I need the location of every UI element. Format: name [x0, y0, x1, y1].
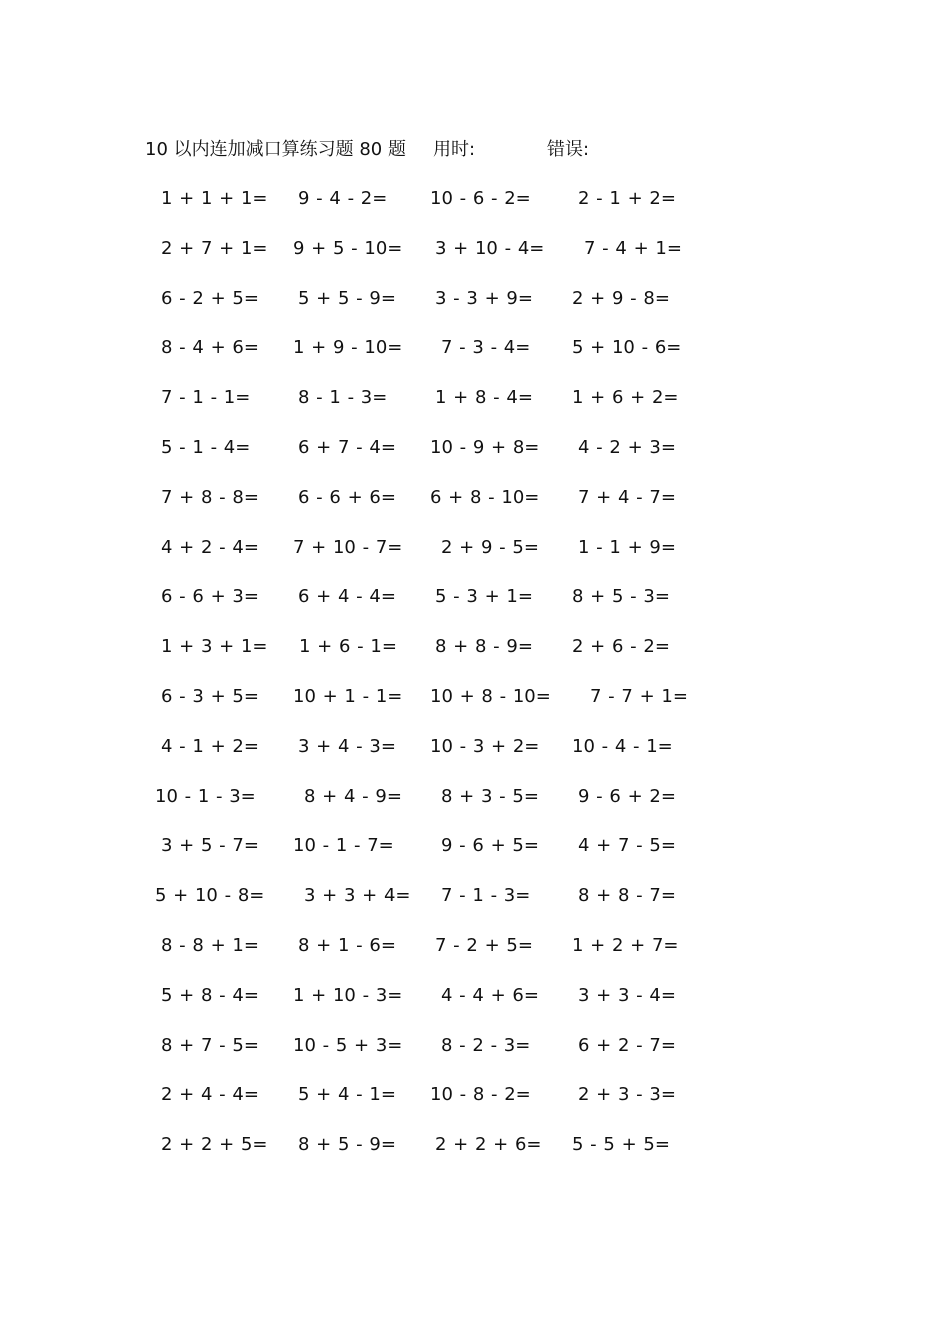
problem-row	[0, 234, 950, 284]
arithmetic-problem: 8 + 1 - 6=	[298, 934, 396, 956]
problem-row	[0, 433, 950, 483]
arithmetic-problem: 2 + 9 - 5=	[441, 536, 539, 558]
arithmetic-problem: 5 + 8 - 4=	[161, 984, 259, 1006]
problem-row	[0, 184, 950, 234]
arithmetic-problem: 8 + 4 - 9=	[304, 785, 402, 807]
arithmetic-problem: 7 + 10 - 7=	[293, 536, 403, 558]
problem-row	[0, 881, 950, 931]
problem-row	[0, 831, 950, 881]
arithmetic-problem: 10 - 9 + 8=	[430, 436, 540, 458]
arithmetic-problem: 7 - 1 - 1=	[161, 387, 251, 409]
arithmetic-problem: 9 + 5 - 10=	[293, 237, 403, 259]
arithmetic-problem: 2 + 6 - 2=	[572, 636, 670, 658]
arithmetic-problem: 3 + 10 - 4=	[435, 237, 545, 259]
arithmetic-problem: 1 + 9 - 10=	[293, 337, 403, 359]
arithmetic-problem: 5 - 5 + 5=	[572, 1134, 670, 1156]
arithmetic-problem: 7 + 4 - 7=	[578, 486, 676, 508]
arithmetic-problem: 8 + 5 - 9=	[298, 1134, 396, 1156]
arithmetic-problem: 2 + 9 - 8=	[572, 287, 670, 309]
arithmetic-problem: 8 - 1 - 3=	[298, 387, 388, 409]
problem-row	[0, 981, 950, 1031]
arithmetic-problem: 1 + 10 - 3=	[293, 984, 403, 1006]
arithmetic-problem: 2 + 2 + 6=	[435, 1134, 542, 1156]
arithmetic-problem: 6 - 6 + 6=	[298, 486, 396, 508]
arithmetic-problem: 8 - 4 + 6=	[161, 337, 259, 359]
arithmetic-problem: 5 - 1 - 4=	[161, 436, 251, 458]
arithmetic-problem: 3 + 3 + 4=	[304, 885, 411, 907]
arithmetic-problem: 6 - 3 + 5=	[161, 685, 259, 707]
arithmetic-problem: 6 + 7 - 4=	[298, 436, 396, 458]
arithmetic-problem: 10 - 1 - 7=	[293, 835, 394, 857]
problem-row	[0, 1130, 950, 1180]
arithmetic-problem: 6 + 8 - 10=	[430, 486, 540, 508]
arithmetic-problem: 2 + 4 - 4=	[161, 1084, 259, 1106]
arithmetic-problem: 7 - 4 + 1=	[584, 237, 682, 259]
problem-row	[0, 333, 950, 383]
problem-row	[0, 931, 950, 981]
arithmetic-problem: 2 + 3 - 3=	[578, 1084, 676, 1106]
arithmetic-problem: 5 + 10 - 6=	[572, 337, 682, 359]
arithmetic-problem: 2 + 7 + 1=	[161, 237, 268, 259]
arithmetic-problem: 10 - 3 + 2=	[430, 735, 540, 757]
arithmetic-problem: 10 - 5 + 3=	[293, 1034, 403, 1056]
arithmetic-problem: 7 - 7 + 1=	[590, 685, 688, 707]
arithmetic-problem: 1 + 1 + 1=	[161, 188, 268, 209]
problem-row	[0, 682, 950, 732]
time-used-label: 用时:	[433, 139, 476, 160]
problem-row	[0, 383, 950, 433]
arithmetic-problem: 8 + 8 - 7=	[578, 885, 676, 907]
problem-row	[0, 632, 950, 682]
arithmetic-problem: 6 - 2 + 5=	[161, 287, 259, 309]
arithmetic-problem: 10 - 1 - 3=	[155, 785, 256, 807]
worksheet-title: 10 以内连加减口算练习题 80 题	[145, 139, 406, 160]
error-count-label: 错误:	[547, 139, 590, 160]
arithmetic-problem: 1 + 3 + 1=	[161, 636, 268, 658]
problem-row	[0, 582, 950, 632]
problem-row	[0, 782, 950, 832]
arithmetic-problem: 8 + 5 - 3=	[572, 586, 670, 608]
arithmetic-problem: 6 - 6 + 3=	[161, 586, 259, 608]
arithmetic-problem: 8 + 3 - 5=	[441, 785, 539, 807]
arithmetic-problem: 2 - 1 + 2=	[578, 188, 676, 209]
arithmetic-problem: 4 - 4 + 6=	[441, 984, 539, 1006]
problem-row	[0, 732, 950, 782]
arithmetic-problem: 6 + 4 - 4=	[298, 586, 396, 608]
arithmetic-problem: 10 - 4 - 1=	[572, 735, 673, 757]
arithmetic-problem: 9 - 6 + 5=	[441, 835, 539, 857]
arithmetic-problem: 7 + 8 - 8=	[161, 486, 259, 508]
arithmetic-problem: 9 - 6 + 2=	[578, 785, 676, 807]
arithmetic-problem: 3 - 3 + 9=	[435, 287, 533, 309]
arithmetic-problem: 1 + 8 - 4=	[435, 387, 533, 409]
arithmetic-problem: 5 + 10 - 8=	[155, 885, 265, 907]
problem-row	[0, 1080, 950, 1130]
arithmetic-problem: 10 - 6 - 2=	[430, 188, 531, 209]
arithmetic-problem: 3 + 5 - 7=	[161, 835, 259, 857]
arithmetic-problem: 8 - 2 - 3=	[441, 1034, 531, 1056]
arithmetic-problem: 3 + 3 - 4=	[578, 984, 676, 1006]
arithmetic-problem: 4 - 1 + 2=	[161, 735, 259, 757]
arithmetic-problem: 1 - 1 + 9=	[578, 536, 676, 558]
arithmetic-problem: 8 + 8 - 9=	[435, 636, 533, 658]
arithmetic-problem: 10 - 8 - 2=	[430, 1084, 531, 1106]
problem-row	[0, 1031, 950, 1081]
arithmetic-problem: 8 - 8 + 1=	[161, 934, 259, 956]
problem-row	[0, 483, 950, 533]
arithmetic-problem: 1 + 6 - 1=	[299, 636, 397, 658]
arithmetic-problem: 4 + 2 - 4=	[161, 536, 259, 558]
arithmetic-problem: 10 + 1 - 1=	[293, 685, 403, 707]
arithmetic-problem: 10 + 8 - 10=	[430, 685, 551, 707]
arithmetic-problem: 2 + 2 + 5=	[161, 1134, 268, 1156]
arithmetic-problem: 7 - 1 - 3=	[441, 885, 531, 907]
arithmetic-problem: 6 + 2 - 7=	[578, 1034, 676, 1056]
arithmetic-problem: 7 - 2 + 5=	[435, 934, 533, 956]
arithmetic-problem: 3 + 4 - 3=	[298, 735, 396, 757]
arithmetic-problem: 7 - 3 - 4=	[441, 337, 531, 359]
arithmetic-problem: 4 + 7 - 5=	[578, 835, 676, 857]
arithmetic-problem: 1 + 2 + 7=	[572, 934, 679, 956]
problem-row	[0, 284, 950, 334]
arithmetic-problem: 5 + 4 - 1=	[298, 1084, 396, 1106]
problem-row	[0, 533, 950, 583]
arithmetic-problem: 5 - 3 + 1=	[435, 586, 533, 608]
arithmetic-problem: 8 + 7 - 5=	[161, 1034, 259, 1056]
problem-grid	[0, 184, 950, 1180]
arithmetic-problem: 9 - 4 - 2=	[298, 188, 388, 209]
arithmetic-problem: 5 + 5 - 9=	[298, 287, 396, 309]
arithmetic-problem: 1 + 6 + 2=	[572, 387, 679, 409]
arithmetic-problem: 4 - 2 + 3=	[578, 436, 676, 458]
